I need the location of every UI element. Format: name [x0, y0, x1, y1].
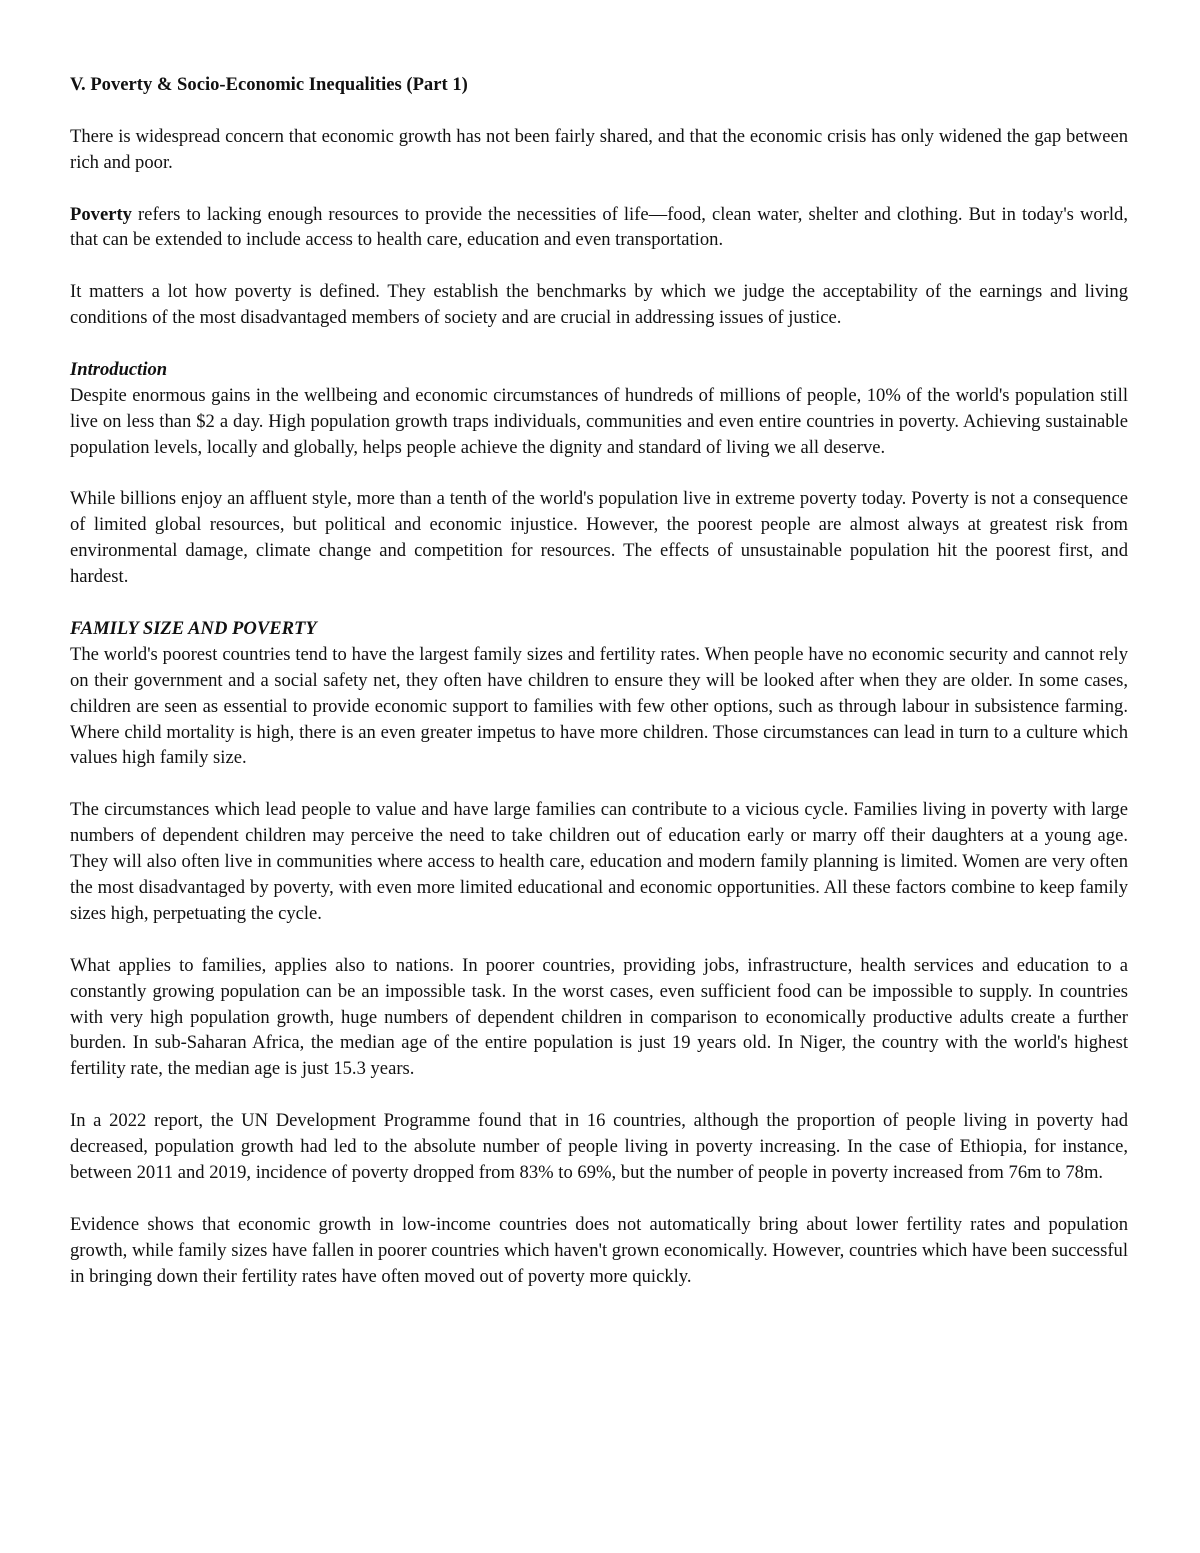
- introduction-text: Despite enormous gains in the wellbeing and economic circumstances of hundreds of millions of people, 10% of the world's population still live on less than $2 a day. High population growth traps individuals, communities and even entire countries in poverty. Achieving sustainable population levels, locally and globally, helps people achieve the dignity and standard of living we all deserve.: [70, 384, 1128, 458]
- paragraph-affluence-poverty: While billions enjoy an affluent style, more than a tenth of the world's population live in extreme poverty today. Poverty is not a consequence of limited global resources, but political and economic injustice. However, the poorest people are almost always at greatest risk from environmental damage, climate change and competition for resources. The effects of unsustainable population hit the poorest first, and hardest.: [70, 488, 1128, 588]
- paragraph-poverty-definition: [70, 202, 1128, 254]
- family-size-text: The world's poorest countries tend to have the largest family sizes and fertility rates. When people have no economic security and cannot rely on their government and a social safety net, they often have children to ensure they will be looked after when they are older. In some cases, children are seen as essential to provide economic support to families with few other options, such as through labour in subsistence farming. Where child mortality is high, there is an even greater impetus to have more children. Those circumstances can lead in turn to a culture which values high family size.: [70, 643, 1128, 769]
- paragraph-definition-matters: It matters a lot how poverty is defined. They establish the benchmarks by which we judge the acceptability of the earnings and living conditions of the most disadvantaged members of society and are crucial in addressing issues of justice.: [70, 281, 1128, 329]
- family-size-section: [70, 616, 1128, 771]
- introduction-heading: Introduction: [70, 358, 168, 380]
- poverty-term: Poverty: [70, 203, 132, 225]
- paragraph-growth-concern: There is widespread concern that economic growth has not been fairly shared, and that the economic crisis has only widened the gap between rich and poor.: [70, 125, 1128, 173]
- paragraph-undp-report: In a 2022 report, the UN Development Programme found that in 16 countries, although the proportion of people living in poverty had decreased, population growth had led to the absolute number of people living in poverty increasing. In the case of Ethiopia, for instance, between 2011 and 2019, incidence of poverty dropped from 83% to 69%, but the number of people in poverty increased from 76m to 78m.: [70, 1110, 1128, 1183]
- paragraph-evidence: Evidence shows that economic growth in low-income countries does not automatically bring about lower fertility rates and population growth, while family sizes have fallen in poorer countries which haven't grown economically. However, countries which have been successful in bringing down their fertility rates have often moved out of poverty more quickly.: [70, 1213, 1128, 1287]
- section-title: V. Poverty & Socio-Economic Inequalities (Part 1): [70, 74, 468, 95]
- paragraph-nations: What applies to families, applies also to nations. In poorer countries, providing jobs, infrastructure, health services and education to a constantly growing population can be an impossible task. In the worst cases, even sufficient food can be impossible to supply. In countries with very high population growth, huge numbers of dependent children in comparison to economically productive adults create a further burden. In sub-Saharan Africa, the median age of the entire population is just 19 years old. In Niger, the country with the world's highest fertility rate, the median age is just 15.3 years.: [70, 954, 1128, 1080]
- paragraph-vicious-cycle: The circumstances which lead people to value and have large families can contribute to a vicious cycle. Families living in poverty with large numbers of dependent children may perceive the need to take children out of education early or marry off their daughters at a young age. They will also often live in communities where access to health care, education and modern family planning is limited. Women are very often the most disadvantaged by poverty, with even more limited educational and economic opportunities. All these factors combine to keep family sizes high, perpetuating the cycle.: [70, 799, 1128, 924]
- family-size-heading: FAMILY SIZE AND POVERTY: [70, 617, 317, 639]
- document-page: [70, 72, 1128, 1315]
- introduction-section: [70, 357, 1128, 461]
- poverty-definition-text: refers to lacking enough resources to provide the necessities of life—food, clean water, shelter and clothing. But in today's world, that can be extended to include access to health care, education and even transportation.: [70, 203, 1128, 251]
